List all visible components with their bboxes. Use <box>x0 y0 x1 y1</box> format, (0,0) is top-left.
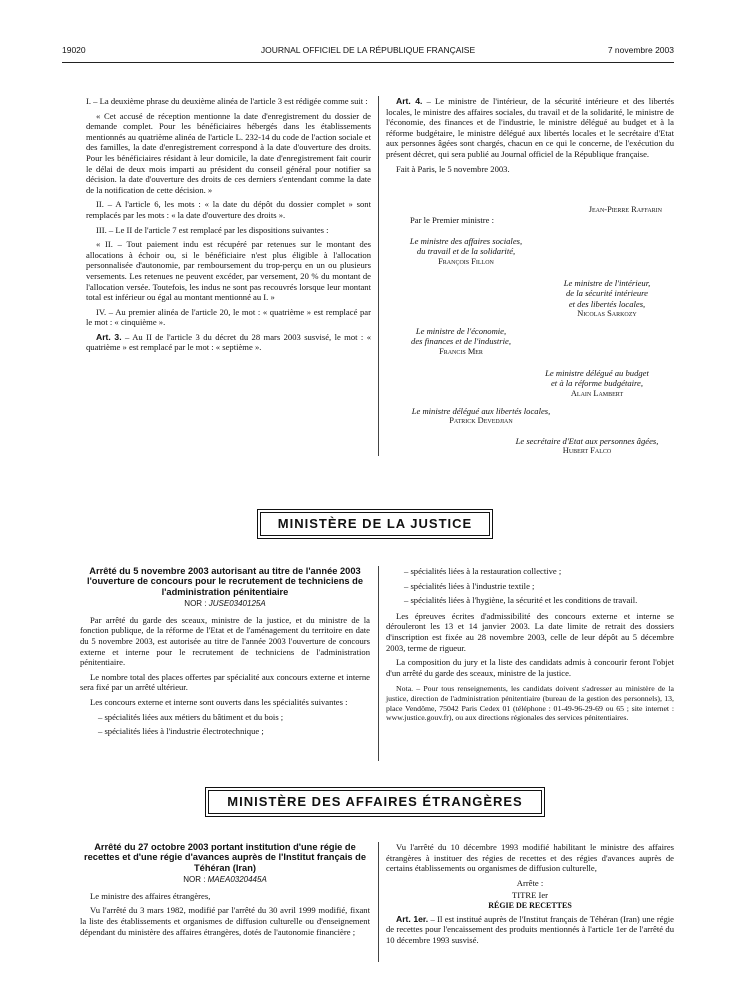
paragraph: III. – Le II de l'article 7 est remplacé par les dispositions suivantes : <box>96 224 329 235</box>
nor-label: NOR : <box>183 875 208 885</box>
signatory-role: Le ministre de l'économie, <box>415 326 507 336</box>
signature-block-4 <box>520 368 674 399</box>
signatory-role: Le secrétaire d'Etat aux personnes âgées, <box>515 436 659 446</box>
article-1 <box>386 914 674 946</box>
nor-reference <box>80 875 370 886</box>
justice-right-column <box>386 566 674 727</box>
signatory-role: Le ministre de l'intérieur, <box>563 278 651 288</box>
signature-block-6 <box>500 436 674 457</box>
list-item: – spécialités liées à la restauration collective ; <box>404 566 562 576</box>
paragraph: Vu l'arrêté du 10 décembre 1993 modifié habilitant le ministre des affaires étrangères à instituer des régies de recettes et des régies d'avances auprès de certains établissements ou organismes de diffusion culturelle, <box>386 842 674 874</box>
signature-block-1 <box>386 236 546 267</box>
paragraph: IV. – Au premier alinéa de l'article 20, le mot : « quatrième » est remplacé par le mot : « cinquième ». <box>86 306 371 328</box>
signatory-name: Francis Mer <box>439 346 483 356</box>
header-rule <box>62 62 674 63</box>
issue-date: 7 novembre 2003 <box>607 45 674 55</box>
arrete-title: Arrêté du 27 octobre 2003 portant institution d'une régie de recettes et d'une régie d'avances auprès de l'Institut français de Téhéran (Iran) <box>83 842 367 873</box>
paragraph: Vu l'arrêté du 3 mars 1982, modifié par l'arrêté du 30 avril 1999 modifié, fixant la liste des établissements et organismes de diffusion culturelle ou d'enseignement dépendant du ministère des affaires étrangères, dotés de l'autonomie financière ; <box>80 905 370 937</box>
list-item: – spécialités liées aux métiers du bâtiment et du bois ; <box>98 711 284 722</box>
signature-block-2 <box>540 278 674 320</box>
article-4 <box>386 96 674 160</box>
signatory-role: de la sécurité intérieure <box>565 288 648 299</box>
paragraph: Le ministre des affaires étrangères, <box>90 890 211 901</box>
page-number: 19020 <box>62 45 86 55</box>
nor-code: JUSE0340125A <box>208 599 266 609</box>
paragraph: Le nombre total des places offertes par spécialité aux concours externe et interne sera fixé par un arrêté ultérieur. <box>80 671 370 693</box>
list-item: – spécialités liées à l'industrie électrotechnique ; <box>98 726 264 737</box>
list-item: – spécialités liées à l'hygiène, la sécurité et les conditions de travail. <box>404 595 638 606</box>
paragraph: Les concours externe et interne sont ouverts dans les spécialités suivantes : <box>90 696 348 707</box>
signatory-role: des finances et de l'industrie, <box>411 336 511 347</box>
nor-label: NOR : <box>184 599 209 609</box>
note: Nota. – Pour tous renseignements, les candidats doivent s'adresser au ministère de la justice, direction de l'administration pénitentiaire (bureau de la gestion des personnels), 13, place Vendôme, 75042 Paris Cedex 01 (téléphone : 01-49-96-29-69 ou 65 ; site internet : www.justice.gouv.fr), ou aux directions régionales des services pénitentiaires. <box>386 684 674 723</box>
arrete-word: Arrête : <box>516 877 544 888</box>
column-divider <box>378 566 379 761</box>
title-heading: TITRE Ier <box>511 890 549 901</box>
regie-heading: RÉGIE DE RECETTES <box>488 900 572 910</box>
signatory-name: Hubert Falco <box>562 446 612 456</box>
paragraph: « II. – Tout paiement indu est récupéré par retenues sur le montant des allocations à échoir ou, si le bénéficiaire n'est plus éligible à l'allocation personnalisée d'autonomie, par remboursement du trop-perçu en un ou plusieurs versements. Les retenues ne peuvent excéder, par versement, 20 % du montant de l'allocation versée. Toutefois, les indus ne sont pas recouvrés lorsque leur montant total est inférieur ou égal au montant mentionné au I. » <box>86 239 371 303</box>
section-title-justice: MINISTÈRE DE LA JUSTICE <box>260 512 490 536</box>
section-title-foreign-affairs: MINISTÈRE DES AFFAIRES ÉTRANGÈRES <box>208 790 542 814</box>
signatory-role: Le ministre délégué aux libertés locales, <box>411 406 551 416</box>
article-label: Art. 3. <box>96 331 122 342</box>
article-label: Art. 1er. <box>396 913 429 924</box>
article-label: Art. 4. <box>396 96 423 106</box>
arrete-title: Arrêté du 5 novembre 2003 autorisant au titre de l'année 2003 l'ouverture de concours pour le recrutement de techniciens de l'administration pénitentiaire <box>86 566 364 597</box>
justice-left-column <box>80 566 370 741</box>
page-header <box>62 45 674 61</box>
paragraph: La composition du jury et la liste des candidats admis à concourir feront l'objet d'un arrêté du garde des sceaux, ministre de la justice. <box>386 657 674 678</box>
paragraph: I. – La deuxième phrase du deuxième alinéa de l'article 3 est rédigée comme suit : <box>86 96 368 106</box>
decree-left-column <box>86 96 371 357</box>
article-text: – Au II de l'article 3 du décret du 28 mars 2003 susvisé, le mot : « quatrième » est remplacé par le mot : « septième ». <box>86 331 372 353</box>
article-text: – Le ministre de l'intérieur, de la sécurité intérieure et des libertés locales, le ministre des affaires sociales, du travail et de la solidarité, le ministre de l'économie, des finances et de l'industrie, le ministre délégué au budget et à la réforme budgétaire, le ministre délégué aux libertés locales et le secrétaire d'Etat aux personnes âgées sont chargés, chacun en ce qui le concerne, de l'exécution du présent décret, qui sera publié au Journal officiel de la République française. <box>386 96 674 159</box>
signatory-name: François Fillon <box>438 256 494 266</box>
signatory-role: et des libertés locales, <box>568 298 646 309</box>
paragraph: Les épreuves écrites d'admissibilité des concours externe et interne se dérouleront les 13 et 14 janvier 2003. La date limite de retrait des dossiers d'inscription est fixée au 28 novembre 2003, celle de leur dépôt au 5 décembre 2003, terme de rigueur. <box>386 610 674 653</box>
nor-code: MAEA0320445A <box>207 875 267 885</box>
signature-block-3 <box>386 326 536 357</box>
list-item: – spécialités liées à l'industrie textile ; <box>404 580 535 591</box>
foreign-left-column <box>80 842 370 941</box>
by-prime-minister: Par le Premier ministre : <box>410 215 495 226</box>
signatory-role: du travail et de la solidarité, <box>416 246 516 257</box>
signatory-name: Patrick Devedjian <box>449 416 513 426</box>
signatory-name: Alain Lambert <box>570 388 624 398</box>
prime-minister-name: Jean-Pierre Raffarin <box>588 205 662 214</box>
signatory-role: Le ministre délégué au budget <box>545 368 649 378</box>
signatures <box>386 205 674 226</box>
signatory-name: Nicolas Sarkozy <box>577 309 637 319</box>
foreign-right-column <box>386 842 674 949</box>
signature-block-5 <box>386 406 576 427</box>
paragraph: Par arrêté du garde des sceaux, ministre de la justice, et du ministre de la fonction publique, de la réforme de l'Etat et de l'aménagement du territoire en date du 5 novembre 2003, est autorisée au titre de l'année 2003 l'ouverture de concours externe et interne pour le recrutement de techniciens de l'administration pénitentiaire. <box>80 614 370 668</box>
decree-right-column <box>386 96 674 178</box>
column-divider <box>378 842 379 962</box>
column-divider <box>378 96 379 456</box>
journal-title: JOURNAL OFFICIEL DE LA RÉPUBLIQUE FRANÇAISE <box>260 45 476 55</box>
nor-reference <box>80 599 370 610</box>
signatory-role: et à la réforme budgétaire, <box>550 378 644 389</box>
signature-date: Fait à Paris, le 5 novembre 2003. <box>396 163 510 174</box>
article-3 <box>86 332 371 353</box>
signatory-role: Le ministre des affaires sociales, <box>409 236 523 246</box>
article-text: – Il est institué auprès de l'Institut français de Téhéran (Iran) une régie de recettes pour l'encaissement des produits mentionnés à l'article 1er de l'arrêté du 10 décembre 1993 susvisé. <box>386 913 674 945</box>
paragraph: « Cet accusé de réception mentionne la date d'enregistrement du dossier de demande complet. Pour les bénéficiaires hébergés dans les établissements mentionnés au quatrième alinéa de l'article L. 232-14 du code de l'action sociale et des familles, la date d'enregistrement correspond à la date d'ouverture des droits. Pour les bénéficiaires résidant à leur domicile, la date d'enregistrement fait courir le délai de deux mois imparti au président du conseil général pour notifier sa décision. la date d'ouverture des droits de ces derniers s'entendant comme la date de la notification de cette décision. » <box>86 110 371 195</box>
paragraph: II. – A l'article 6, les mots : « la date du dépôt du dossier complet » sont remplacés par les mots : « la date d'ouverture des droits ». <box>86 199 371 220</box>
